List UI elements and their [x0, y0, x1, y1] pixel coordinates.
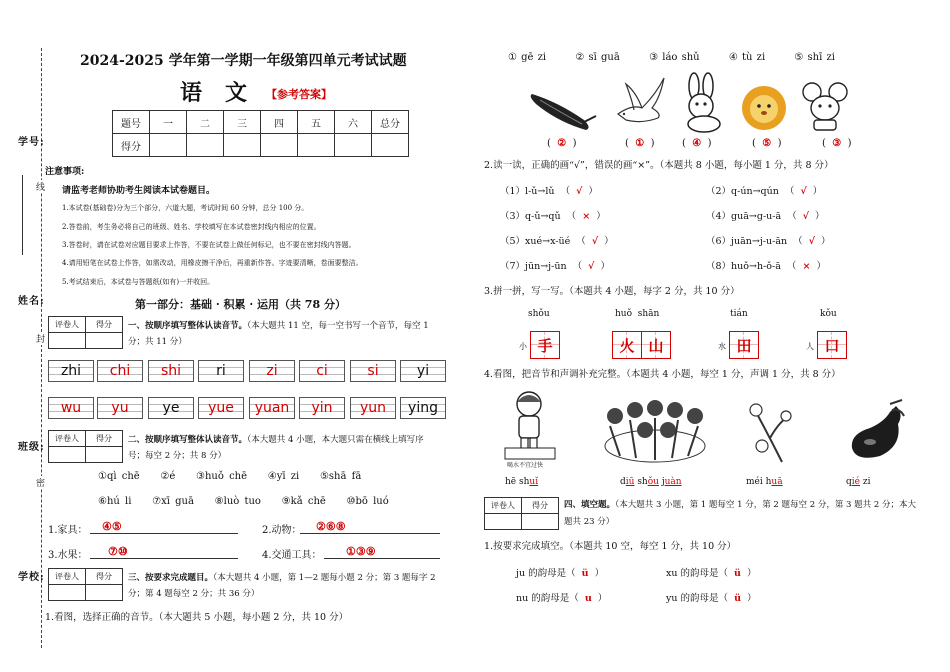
mouse-picture	[800, 80, 850, 134]
image-answer: ④	[692, 138, 702, 149]
q3-sub4: 4.看图，把音节和声调补充完整。（本题共 4 小题，每空 1 分，声调 1 分，共 8 分）	[484, 369, 841, 380]
grader-label: 得分	[522, 498, 559, 514]
score-row-label: 得分	[113, 134, 150, 157]
judge-item	[706, 208, 825, 222]
tone-answer: uā	[771, 477, 783, 487]
yunmu-label: xu 的韵母是（	[666, 568, 728, 579]
tone-answer: ié	[851, 477, 860, 487]
grader-cell	[86, 447, 123, 463]
score-header: 三	[224, 111, 261, 134]
yunmu-label: nu 的韵母是（	[516, 593, 579, 604]
tone-answer: iū	[625, 477, 635, 487]
pinyin-box	[198, 397, 244, 419]
grader-label: 得分	[86, 317, 123, 333]
loofah-picture	[528, 82, 598, 132]
q2-title: 二、按顺序填写整体认读音节。	[128, 435, 248, 445]
grader-label: 评卷人	[49, 569, 86, 585]
grader-label: 得分	[86, 431, 123, 447]
q1-desc: （本大题共 11 空，每一空书写一个音节，每空 1 分；共 11 分）	[128, 321, 429, 347]
yunmu-label: yu 的韵母是（	[666, 593, 729, 604]
yunmu-close: ）	[594, 568, 605, 579]
pinyin-box	[97, 397, 143, 419]
grader-cell	[485, 514, 522, 530]
pinyin-box	[48, 360, 94, 382]
answer-line	[90, 558, 238, 559]
blank-label: 3.水果：	[48, 550, 88, 561]
option: ①qì chē	[98, 471, 140, 482]
tone-item	[620, 477, 682, 487]
grader-label: 评卷人	[485, 498, 522, 514]
yunmu-close: ）	[747, 593, 757, 604]
tianzige-cell	[641, 331, 671, 359]
pinyin-box	[48, 397, 94, 419]
tianzige-char: 口	[824, 336, 840, 355]
notice-title: 注意事项:	[45, 167, 85, 177]
score-header: 五	[298, 111, 335, 134]
pinyin-answer: yun	[359, 400, 387, 416]
judge-close: ）	[590, 211, 606, 222]
image-answer-slot: ( ④ )	[682, 138, 712, 149]
tone-answer: ǒu	[647, 477, 659, 487]
q3-desc: （本大题共 4 小题，第 1—2 题每小题 2 分；第 3 题每字 2 分；第 4 题每空 2 分；共 36 分）	[128, 573, 436, 599]
pinyin-given: ying	[408, 400, 438, 416]
tone-suffix: zi	[859, 477, 871, 487]
judge-mark: √	[802, 211, 809, 222]
blank-label: 2.动物：	[262, 525, 302, 536]
dove-picture	[612, 74, 670, 134]
score-cell	[298, 134, 335, 157]
answer-line	[324, 558, 440, 559]
q3-sub1: 1.看图，选择正确的音节。（本大题共 5 小题，每小题 2 分，共 10 分）	[45, 612, 349, 623]
grader-box	[48, 430, 123, 463]
image-answer: ③	[832, 138, 842, 149]
image-answer-slot: ( ③ )	[822, 138, 852, 149]
judge-item	[500, 183, 598, 197]
grader-cell	[49, 585, 86, 601]
pinyin-given: ye	[162, 400, 180, 416]
blank-answer: ①③⑨	[346, 545, 376, 558]
judge-close: ）	[814, 236, 831, 247]
yunmu-close: ）	[747, 568, 757, 579]
q2-heading	[128, 432, 440, 464]
q1-title: 一、按顺序填写整体认读音节。	[128, 321, 248, 331]
q3-heading	[128, 570, 440, 602]
pinyin-box	[350, 397, 396, 419]
notice-item: 5.考试结束后，本试卷与答题纸(如有)一并收回。	[62, 278, 215, 286]
option: ⑤ shī zi	[794, 52, 835, 63]
judge-close: ）	[598, 236, 614, 247]
pinyin-box	[97, 360, 143, 382]
tianzige-cell	[729, 331, 759, 359]
option: ⑦xī guā	[152, 496, 194, 507]
blank-answer: ④⑤	[102, 520, 122, 533]
pinyin-answer: yin	[311, 400, 333, 416]
image-answer-slot: ( ⑤ )	[752, 138, 782, 149]
blank-answer: ⑦⑩	[108, 545, 128, 558]
judge-close: ）	[810, 261, 826, 272]
tianzige-char: 田	[736, 336, 752, 355]
judge-text: （2）q-ún→qún （	[706, 186, 801, 197]
plum-blossom-picture	[742, 398, 792, 464]
image-answer: ①	[635, 138, 645, 149]
sign-text: 喝水不宜过快	[507, 462, 544, 469]
judge-close: ）	[806, 186, 823, 197]
rabbit-picture	[676, 72, 728, 134]
grader-cell	[49, 447, 86, 463]
tone-prefix: méi h	[746, 477, 772, 487]
q4-sub1: 1.按要求完成填空。（本题共 10 空，每空 1 分，共 10 分）	[484, 541, 737, 552]
q3-sub3: 3.拼一拼，写一写。（本题共 4 小题，每字 2 分，共 10 分）	[484, 286, 740, 297]
yunmu-label: ju 的韵母是（	[516, 568, 576, 579]
lion-picture	[740, 84, 788, 132]
judge-mark: √	[800, 186, 807, 197]
grader-box	[48, 568, 123, 601]
tone-mid: j	[658, 477, 665, 487]
image-answer-slot: ( ② )	[547, 138, 577, 149]
option: ④yī zi	[267, 471, 300, 482]
blank-label: 4.交通工具：	[262, 550, 322, 561]
answer-line	[300, 533, 440, 534]
option: ① gē zi	[508, 52, 547, 63]
option: ⑨kǎ chē	[281, 496, 326, 507]
tianzige-char: 火	[619, 336, 635, 355]
pinyin-answer: shi	[160, 363, 182, 379]
judge-close: ）	[594, 261, 610, 272]
grader-cell	[86, 585, 123, 601]
yunmu-item	[666, 590, 757, 604]
judge-item	[500, 258, 610, 272]
judge-close: ）	[582, 186, 598, 197]
pinyin-answer: zi	[266, 363, 278, 379]
pinxie-pinyin: kǒu	[820, 309, 837, 319]
grader-cell	[49, 333, 86, 349]
score-header: 题号	[113, 111, 150, 134]
tone-mid: sh	[634, 477, 648, 487]
yunmu-answer: u	[584, 593, 592, 604]
score-header: 总分	[372, 111, 409, 134]
judge-text: （4）guā→g-u-ā （	[706, 211, 803, 222]
pinxie-prefix: 水	[718, 342, 726, 351]
tone-prefix: hē sh	[505, 477, 530, 487]
option: ⑩bō luó	[346, 496, 389, 507]
option: ②é	[160, 471, 176, 482]
judge-item	[706, 183, 822, 197]
subject-title: 语 文	[180, 80, 247, 106]
field-line	[22, 175, 23, 255]
judge-mark: √	[808, 236, 815, 247]
exam-title: 2024-2025 学年第一学期一年级第四单元考试试题	[80, 53, 407, 69]
notice-item: 3.答卷时，请在试卷对应题目要求上作答，不要在试卷上做任何标记，也不要在密封线内答题。	[62, 241, 356, 249]
pinyin-answer: si	[367, 363, 379, 379]
judge-item	[500, 208, 606, 222]
pinyin-box	[400, 360, 446, 382]
pinyin-answer: ci	[316, 363, 328, 379]
score-header: 四	[261, 111, 298, 134]
option: ③huǒ chē	[196, 471, 248, 482]
label-banji: 班级:	[18, 442, 45, 453]
score-cell	[261, 134, 298, 157]
pinyin-answer: yue	[208, 400, 234, 416]
answer-line	[90, 533, 238, 534]
pinyin-box	[148, 397, 194, 419]
judge-text: （8）huǒ→h-ǒ-ā （	[706, 261, 803, 272]
blank-answer: ②⑥⑧	[316, 520, 346, 533]
pinyin-box	[299, 360, 345, 382]
pinyin-answer: yuan	[254, 400, 290, 416]
yunmu-item	[666, 565, 757, 579]
score-header: 二	[187, 111, 224, 134]
image-answer-slot: ( ① )	[625, 138, 655, 149]
tianzige-cell	[530, 331, 560, 359]
q3-title: 三、按要求完成题目。	[128, 573, 214, 583]
yunmu-close: ）	[597, 593, 608, 604]
children-dancing-picture	[600, 396, 710, 466]
q4-desc: （本大题共 3 小题，第 1 题每空 1 分，第 2 题每空 2 分，第 3 题共 2 分；本大题共 23 分）	[564, 500, 916, 527]
grader-label: 评卷人	[49, 431, 86, 447]
option: ⑧luò tuo	[214, 496, 261, 507]
judge-text: （6）juān→j-u-ān （	[706, 236, 809, 247]
option: ③ láo shǔ	[649, 52, 700, 63]
yunmu-answer: ü	[734, 593, 741, 604]
tone-item	[505, 477, 538, 487]
boy-drinking-picture	[503, 388, 557, 460]
score-cell	[187, 134, 224, 157]
tianzige-char: 山	[648, 336, 664, 355]
pinyin-box	[400, 397, 446, 419]
notice-item: 1.本试卷(基础卷)分为三个部分，六道大题，考试时间 60 分钟，总分 100 分。	[62, 204, 309, 212]
pinxie-prefix: 小	[519, 342, 527, 351]
pinyin-box	[198, 360, 244, 382]
pinyin-answer: wu	[60, 400, 82, 416]
option: ④ tù zi	[728, 52, 766, 63]
pinyin-box	[148, 360, 194, 382]
pinyin-box	[350, 360, 396, 382]
judge-item	[706, 233, 831, 247]
q4-heading	[564, 497, 916, 531]
judge-mark: ×	[582, 211, 591, 222]
notice-item: 2.答卷前，考生务必将自己的班级、姓名、学校填写在本试卷密封线内相应的位置。	[62, 223, 321, 231]
judge-mark: √	[588, 261, 595, 272]
eggplant-picture	[846, 398, 908, 462]
tone-item	[746, 477, 783, 487]
seal-char-feng: 封	[36, 332, 45, 345]
pinxie-pinyin: huǒ shān	[615, 309, 660, 319]
option: ② sī guā	[575, 52, 620, 63]
option: ⑤shā fā	[319, 471, 362, 482]
grader-box	[48, 316, 123, 349]
tone-answer: uàn	[664, 477, 682, 487]
yunmu-item	[516, 590, 607, 604]
pinyin-answer: yu	[111, 400, 129, 416]
yunmu-answer: ü	[581, 568, 589, 579]
judge-mark: √	[576, 186, 583, 197]
image-answer: ⑤	[762, 138, 772, 149]
q4-title: 四、填空题。	[564, 500, 616, 510]
q2-desc: （本大题共 4 小题，本大题只需在横线上填写序号；每空 2 分；共 8 分）	[128, 435, 424, 461]
grader-cell	[522, 514, 559, 530]
q1-heading	[128, 318, 440, 350]
option: ⑥hú li	[98, 496, 132, 507]
pinyin-box	[299, 397, 345, 419]
score-table	[112, 110, 409, 157]
judge-text: （7）jūn→j-ūn （	[500, 261, 589, 272]
label-xingming: 姓名:	[18, 296, 45, 307]
score-header: 六	[335, 111, 372, 134]
tone-prefix: d	[620, 477, 626, 487]
grader-label: 得分	[86, 569, 123, 585]
q3-sub2: 2.读一读，正确的画“√”，错误的画“×”。（本题共 8 小题，每小题 1 分，共 8 分）	[484, 160, 834, 171]
judge-close: ）	[808, 211, 825, 222]
notice-item: 4.请用铅笔在试卷上作答，如需改动，用橡皮擦干净后，再重新作答。字迹要清晰，卷面要整洁。	[62, 259, 363, 267]
tone-answer: uǐ	[529, 477, 539, 487]
score-cell	[224, 134, 261, 157]
grader-label: 评卷人	[49, 317, 86, 333]
score-cell	[372, 134, 409, 157]
blank-label: 1.家具：	[48, 525, 88, 536]
pinyin-answer: chi	[109, 363, 131, 379]
image-answer: ②	[557, 138, 567, 149]
part1-title: 第一部分：基础 · 积累 · 运用（共 78 分）	[135, 298, 346, 311]
yunmu-item	[516, 565, 604, 579]
pinxie-prefix: 人	[806, 342, 814, 351]
pinyin-given: yi	[416, 363, 430, 379]
grader-box	[484, 497, 559, 530]
pinxie-pinyin: tián	[730, 309, 748, 319]
tone-prefix: q	[846, 477, 852, 487]
seal-char-xian: 线	[36, 180, 45, 193]
judge-text: （5）xué→x-üé （	[500, 236, 592, 247]
pinyin-box	[249, 360, 295, 382]
judge-text: （3）q-ǔ→qǔ （	[500, 211, 583, 222]
pinyin-given: zhi	[60, 363, 82, 379]
score-header: 一	[150, 111, 187, 134]
label-xuexiao: 学校:	[18, 572, 45, 583]
notice-intro: 请监考老师协助考生阅读本试卷题目。	[62, 186, 216, 196]
seal-char-mi: 密	[36, 476, 45, 489]
tone-item	[846, 477, 870, 487]
judge-mark: √	[591, 236, 599, 247]
q2-options-1	[98, 471, 361, 482]
judge-text: （1）l-ǔ→lǔ （	[500, 186, 577, 197]
yunmu-answer: ü	[734, 568, 741, 579]
tianzige-cell	[817, 331, 847, 359]
pinyin-given: ri	[216, 363, 226, 379]
judge-item	[706, 258, 826, 272]
tianzige-cell	[612, 331, 642, 359]
judge-mark: ×	[802, 261, 811, 272]
score-cell	[335, 134, 372, 157]
q2-options-2	[98, 496, 389, 507]
pinyin-options	[508, 52, 835, 63]
judge-item	[500, 233, 614, 247]
pinxie-pinyin: shǒu	[528, 309, 550, 319]
grader-cell	[86, 333, 123, 349]
pinyin-box	[249, 397, 295, 419]
score-cell	[150, 134, 187, 157]
answer-tag: 【参考答案】	[266, 88, 332, 101]
tianzige-char: 手	[537, 336, 553, 355]
label-xuehao: 学号:	[18, 137, 45, 148]
